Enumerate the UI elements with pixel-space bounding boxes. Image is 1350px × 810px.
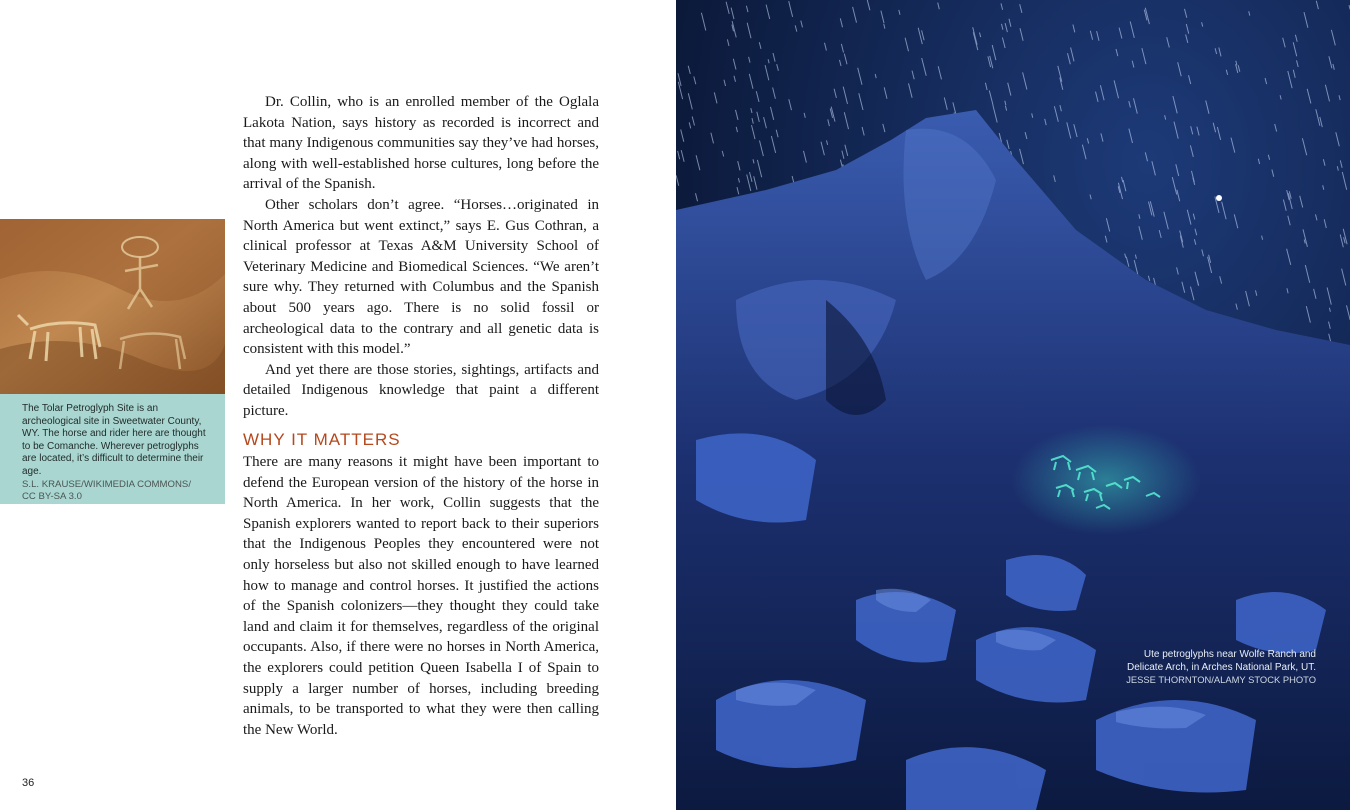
page-number: 36: [22, 777, 35, 789]
body-paragraph: Other scholars don’t agree. “Horses…originated in North America but went extinct,” says E. Gus Cothran, a clinical professor at Texas A&M University School of Veterinary Medicine and Biomedical Sciences. “We aren’t sure why. They returned with Columbus and the Spanish about 500 years ago. There is no solid fossil or archeological data to the contrary and all genetic data is consistent with this model.”: [243, 196, 599, 358]
night-sky-petroglyph-image: [676, 0, 1350, 810]
inset-credit-line2: CC BY-SA 3.0: [22, 491, 82, 503]
petroglyph-inset-photo: [0, 219, 225, 394]
inset-caption-box: [0, 394, 225, 504]
main-photo-caption: [1126, 649, 1316, 687]
section-subhead: WHY IT MATTERS: [243, 429, 401, 449]
main-photo: [676, 0, 1350, 810]
section-paragraph: There are many reasons it might have been important to defend the European version of the history of the horse in North America. In her work, Collin suggests that the Spanish explorers wanted to report back to their superiors that the Indigenous Peoples they encountered were not only horseless but also not skilled enough to have learned how to manage and control horses. It justified the actions of the Spanish colonizers—they thought they could take land and claim it for themselves, regardless of the original occupants. Also, if there were no horses in North America, the explorers could petition Queen Isabella I of Spain to supply a larger number of horses, including breeding animals, to be transported to what they were then calling the New World.: [243, 454, 599, 738]
bright-star: [1216, 195, 1222, 201]
main-photo-caption-line2: Delicate Arch, in Arches National Park, UT.: [1127, 661, 1316, 673]
main-photo-caption-line1: Ute petroglyphs near Wolfe Ranch and: [1143, 649, 1316, 660]
body-paragraph: Dr. Collin, who is an enrolled member of the Oglala Lakota Nation, says history as recorded is incorrect and that many Indigenous communities say they’ve had horses, along with well-established horse cultures, long before the arrival of the Spanish.: [243, 94, 599, 193]
inset-credit-line1: S.L. KRAUSE/WIKIMEDIA COMMONS/: [22, 478, 191, 490]
article-body-column: [243, 92, 599, 740]
main-photo-credit: JESSE THORNTON/ALAMY STOCK PHOTO: [1126, 674, 1316, 686]
inset-caption-text: The Tolar Petroglyph Site is an archeological site in Sweetwater County, WY. The horse and rider here are thought to be Comanche. Wherever petroglyphs are located, it’s difficult to determine their age.: [22, 403, 206, 477]
petroglyph-image: [0, 219, 225, 394]
body-paragraph: And yet there are those stories, sightings, artifacts and detailed Indigenous knowledge that paint a different picture.: [243, 361, 599, 419]
